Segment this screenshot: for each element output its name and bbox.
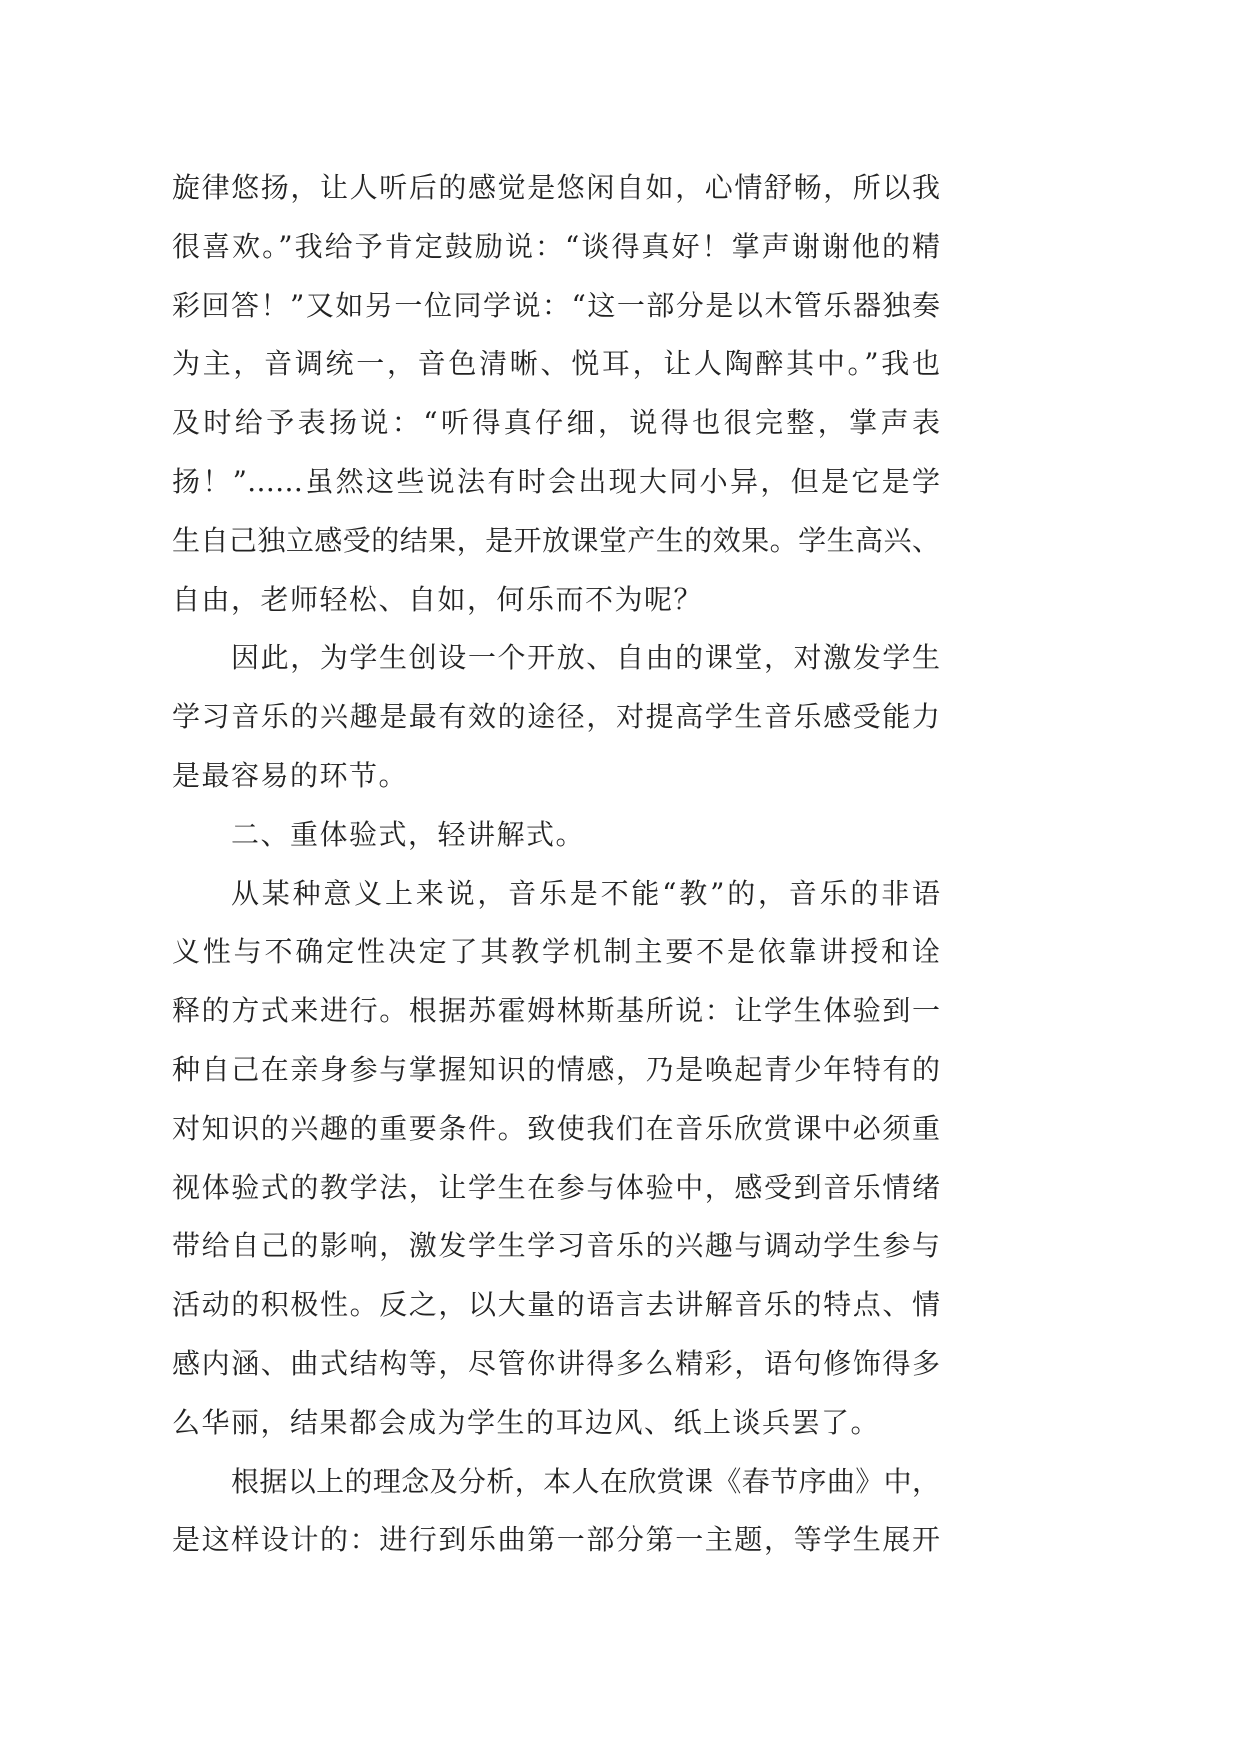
text-line: 及时给予表扬说：“听得真仔细，说得也很完整，掌声表	[172, 406, 940, 440]
text-line: 种自己在亲身参与掌握知识的情感，乃是唤起青少年特有的	[172, 1052, 940, 1086]
text-line: 视体验式的教学法，让学生在参与体验中，感受到音乐情绪	[172, 1170, 940, 1204]
text-line: 带给自己的影响，激发学生学习音乐的兴趣与调动学生参与	[172, 1229, 940, 1263]
text-line: 释的方式来进行。根据苏霍姆林斯基所说：让学生体验到一	[172, 994, 940, 1028]
text-line: 义性与不确定性决定了其教学机制主要不是依靠讲授和诠	[172, 935, 940, 969]
text-line: 生自己独立感受的结果，是开放课堂产生的效果。学生高兴、	[172, 523, 940, 557]
text-line: 从某种意义上来说，音乐是不能“教”的，音乐的非语	[231, 876, 940, 910]
paragraph	[172, 629, 940, 805]
text-line: 因此，为学生创设一个开放、自由的课堂，对激发学生	[231, 641, 940, 675]
paragraph	[172, 1453, 940, 1571]
text-line: 很喜欢。”我给予肯定鼓励说：“谈得真好！掌声谢谢他的精	[172, 229, 940, 263]
text-line: 是最容易的环节。	[172, 758, 409, 792]
paragraph	[172, 865, 940, 1453]
section-heading	[172, 806, 940, 865]
text-line: 为主，音调统一，音色清晰、悦耳，让人陶醉其中。”我也	[172, 347, 940, 381]
text-line: 根据以上的理念及分析，本人在欣赏课《春节序曲》中，	[231, 1464, 940, 1498]
body-text	[172, 159, 940, 1570]
text-line: 彩回答！”又如另一位同学说：“这一部分是以木管乐器独奏	[172, 288, 940, 322]
text-line: 旋律悠扬，让人听后的感觉是悠闲自如，心情舒畅，所以我	[172, 171, 940, 204]
text-line: 感内涵、曲式结构等，尽管你讲得多么精彩，语句修饰得多	[172, 1346, 940, 1380]
text-line: 学习音乐的兴趣是最有效的途径，对提高学生音乐感受能力	[172, 700, 940, 734]
text-line: 活动的积极性。反之，以大量的语言去讲解音乐的特点、情	[172, 1288, 940, 1322]
paragraph	[172, 159, 940, 629]
text-line: 么华丽，结果都会成为学生的耳边风、纸上谈兵罢了。	[172, 1405, 881, 1439]
section-heading-text: 二、重体验式，轻讲解式。	[231, 817, 586, 851]
text-line: 是这样设计的：进行到乐曲第一部分第一主题，等学生展开	[172, 1523, 940, 1557]
text-line: 对知识的兴趣的重要条件。致使我们在音乐欣赏课中必须重	[172, 1111, 940, 1145]
text-line: 扬！”……虽然这些说法有时会出现大同小异，但是它是学	[172, 464, 940, 498]
text-line: 自由，老师轻松、自如，何乐而不为呢？	[172, 582, 704, 616]
